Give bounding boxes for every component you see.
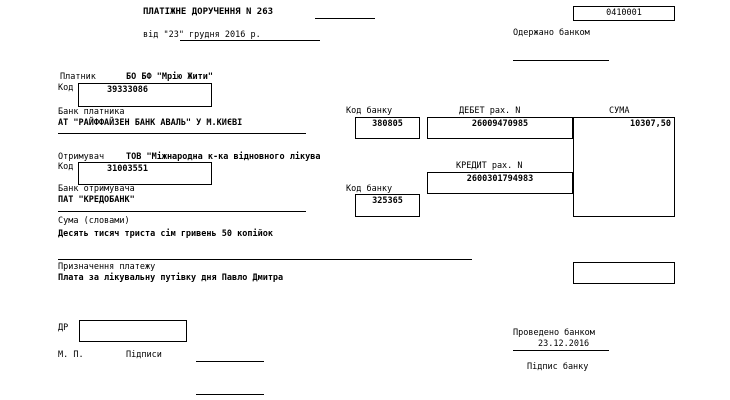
form-code-box	[573, 6, 675, 21]
payer-label: Платник	[60, 72, 96, 82]
recipient-bank-code-box	[355, 194, 420, 217]
bank-signature-label: Підпис банку	[527, 362, 589, 372]
recipient-code-label: Код	[58, 162, 74, 172]
signature-line-1	[196, 361, 264, 362]
dr-label: ДР	[58, 323, 69, 333]
payer-bank-code-label: Код банку	[346, 106, 393, 116]
recipient-bank-name: ПАТ "КРЕДОБАНК"	[58, 195, 135, 205]
payer-bank-name: АТ "РАЙФФАЙЗЕН БАНК АВАЛЬ" У М.КИЄВІ	[58, 118, 243, 128]
document-title: ПЛАТІЖНЕ ДОРУЧЕННЯ N 263	[143, 7, 274, 17]
amount-words-label: Сума (словами)	[58, 216, 130, 226]
recipient-bank-code-label: Код банку	[346, 184, 393, 194]
payer-bank-label: Банк платника	[58, 107, 125, 117]
recipient-bank-underline	[58, 211, 306, 212]
sum-box	[573, 117, 675, 217]
received-label: Одержано банком	[513, 28, 590, 38]
form-code: 0410001	[606, 8, 642, 18]
debit-label: ДЕБЕТ рах. N	[459, 106, 521, 116]
title-underline	[315, 18, 375, 19]
recipient-code-box	[78, 162, 212, 185]
amount-words: Десять тисяч триста сім гривень 50 копійок	[58, 229, 273, 239]
purpose-text: Плата за лікувальну путівку дня Павло Дмитра	[58, 273, 284, 283]
credit-label: КРЕДИТ рах. N	[456, 161, 523, 171]
payer-code-box	[78, 83, 212, 107]
recipient-label: Отримувач	[58, 152, 105, 162]
payer-bank-code: 380805	[372, 119, 403, 129]
payer-code-label: Код	[58, 83, 74, 93]
sum-value: 10307,50	[630, 119, 671, 129]
credit-account: 2600301794983	[466, 174, 534, 184]
recipient-bank-label: Банк отримувача	[58, 184, 135, 194]
recipient-name: ТОВ "Міжнародна к-ка відновного лікува	[126, 152, 321, 162]
mp-label: М. П.	[58, 350, 84, 360]
recipient-bank-code: 325365	[372, 196, 403, 206]
date-underline	[180, 40, 320, 41]
recipient-code: 31003551	[107, 164, 148, 174]
payer-bank-underline	[58, 133, 306, 134]
processed-date: 23.12.2016	[538, 339, 590, 349]
debit-account: 26009470985	[471, 119, 529, 129]
payer-bank-code-box	[355, 117, 420, 139]
payer-name: БО БФ "Мрію Жити"	[126, 72, 213, 82]
processed-label: Проведено банком	[513, 328, 595, 338]
sum-label: СУМА	[609, 106, 630, 116]
signature-line-2	[196, 394, 264, 395]
purpose-top-line	[58, 259, 472, 260]
credit-account-box	[427, 172, 573, 194]
signatures-label: Підписи	[126, 350, 162, 360]
dr-box	[79, 320, 187, 342]
debit-account-box	[427, 117, 573, 139]
processed-date-underline	[513, 350, 609, 351]
purpose-extra-box	[573, 262, 675, 284]
received-signature-line	[513, 60, 609, 61]
payer-code: 39333086	[107, 85, 148, 95]
purpose-label: Призначення платежу	[58, 262, 156, 272]
document-date: від "23" грудня 2016 р.	[143, 30, 261, 40]
